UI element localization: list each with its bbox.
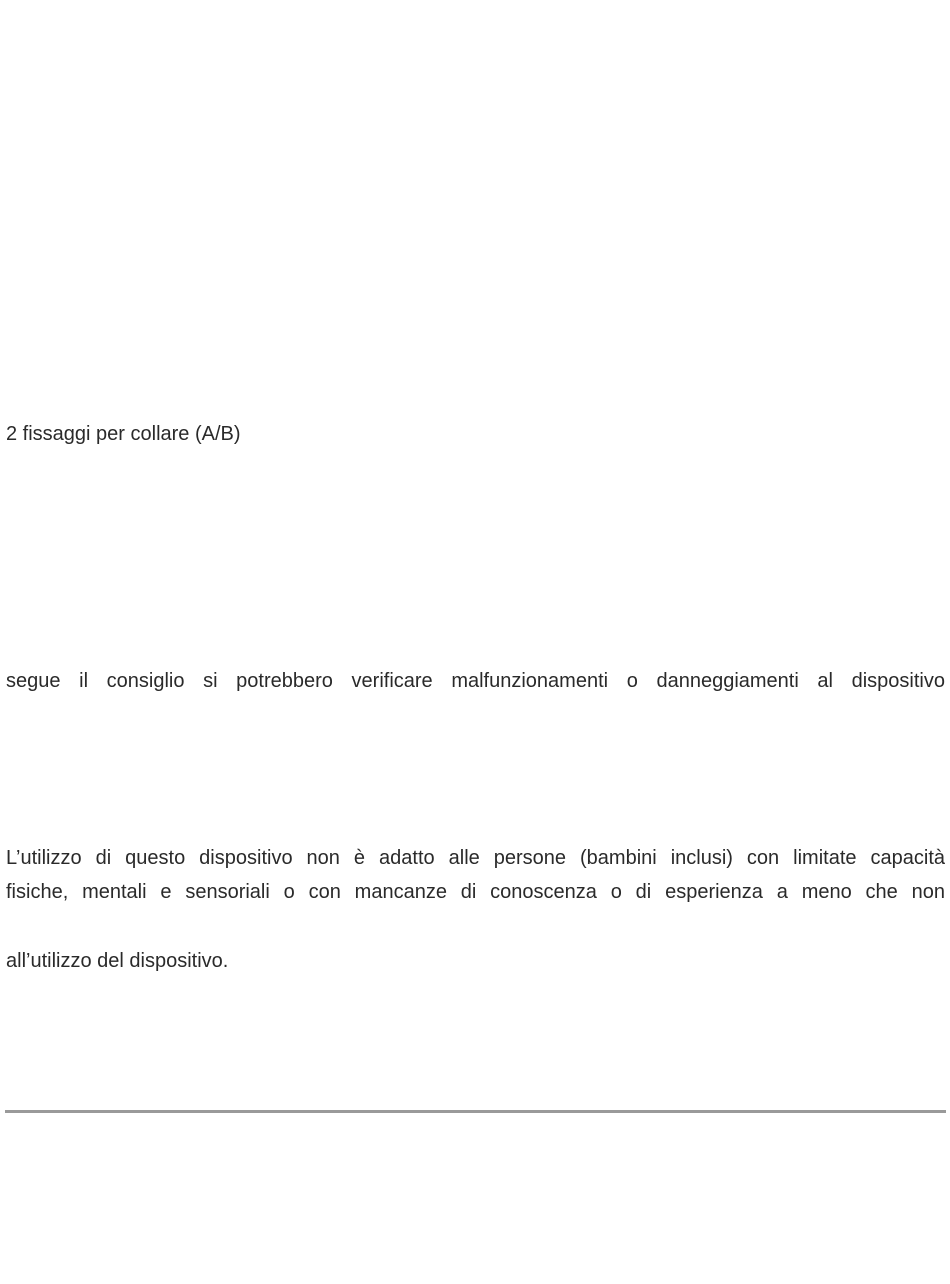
collar-fixings-text: 2 fissaggi per collare (A/B) bbox=[6, 423, 241, 445]
usage-warning-line-2: fisiche, mentali e sensoriali o con mancanze di conoscenza o di esperienza a meno che non bbox=[6, 881, 945, 903]
usage-warning-line-3: all’utilizzo del dispositivo. bbox=[6, 950, 229, 972]
usage-warning-line-1: L’utilizzo di questo dispositivo non è adatto alle persone (bambini inclusi) con limitate capacità bbox=[6, 847, 945, 869]
malfunction-warning-text: segue il consiglio si potrebbero verificare malfunzionamenti o danneggiamenti al dispositivo bbox=[6, 670, 945, 692]
horizontal-divider bbox=[5, 1110, 946, 1113]
